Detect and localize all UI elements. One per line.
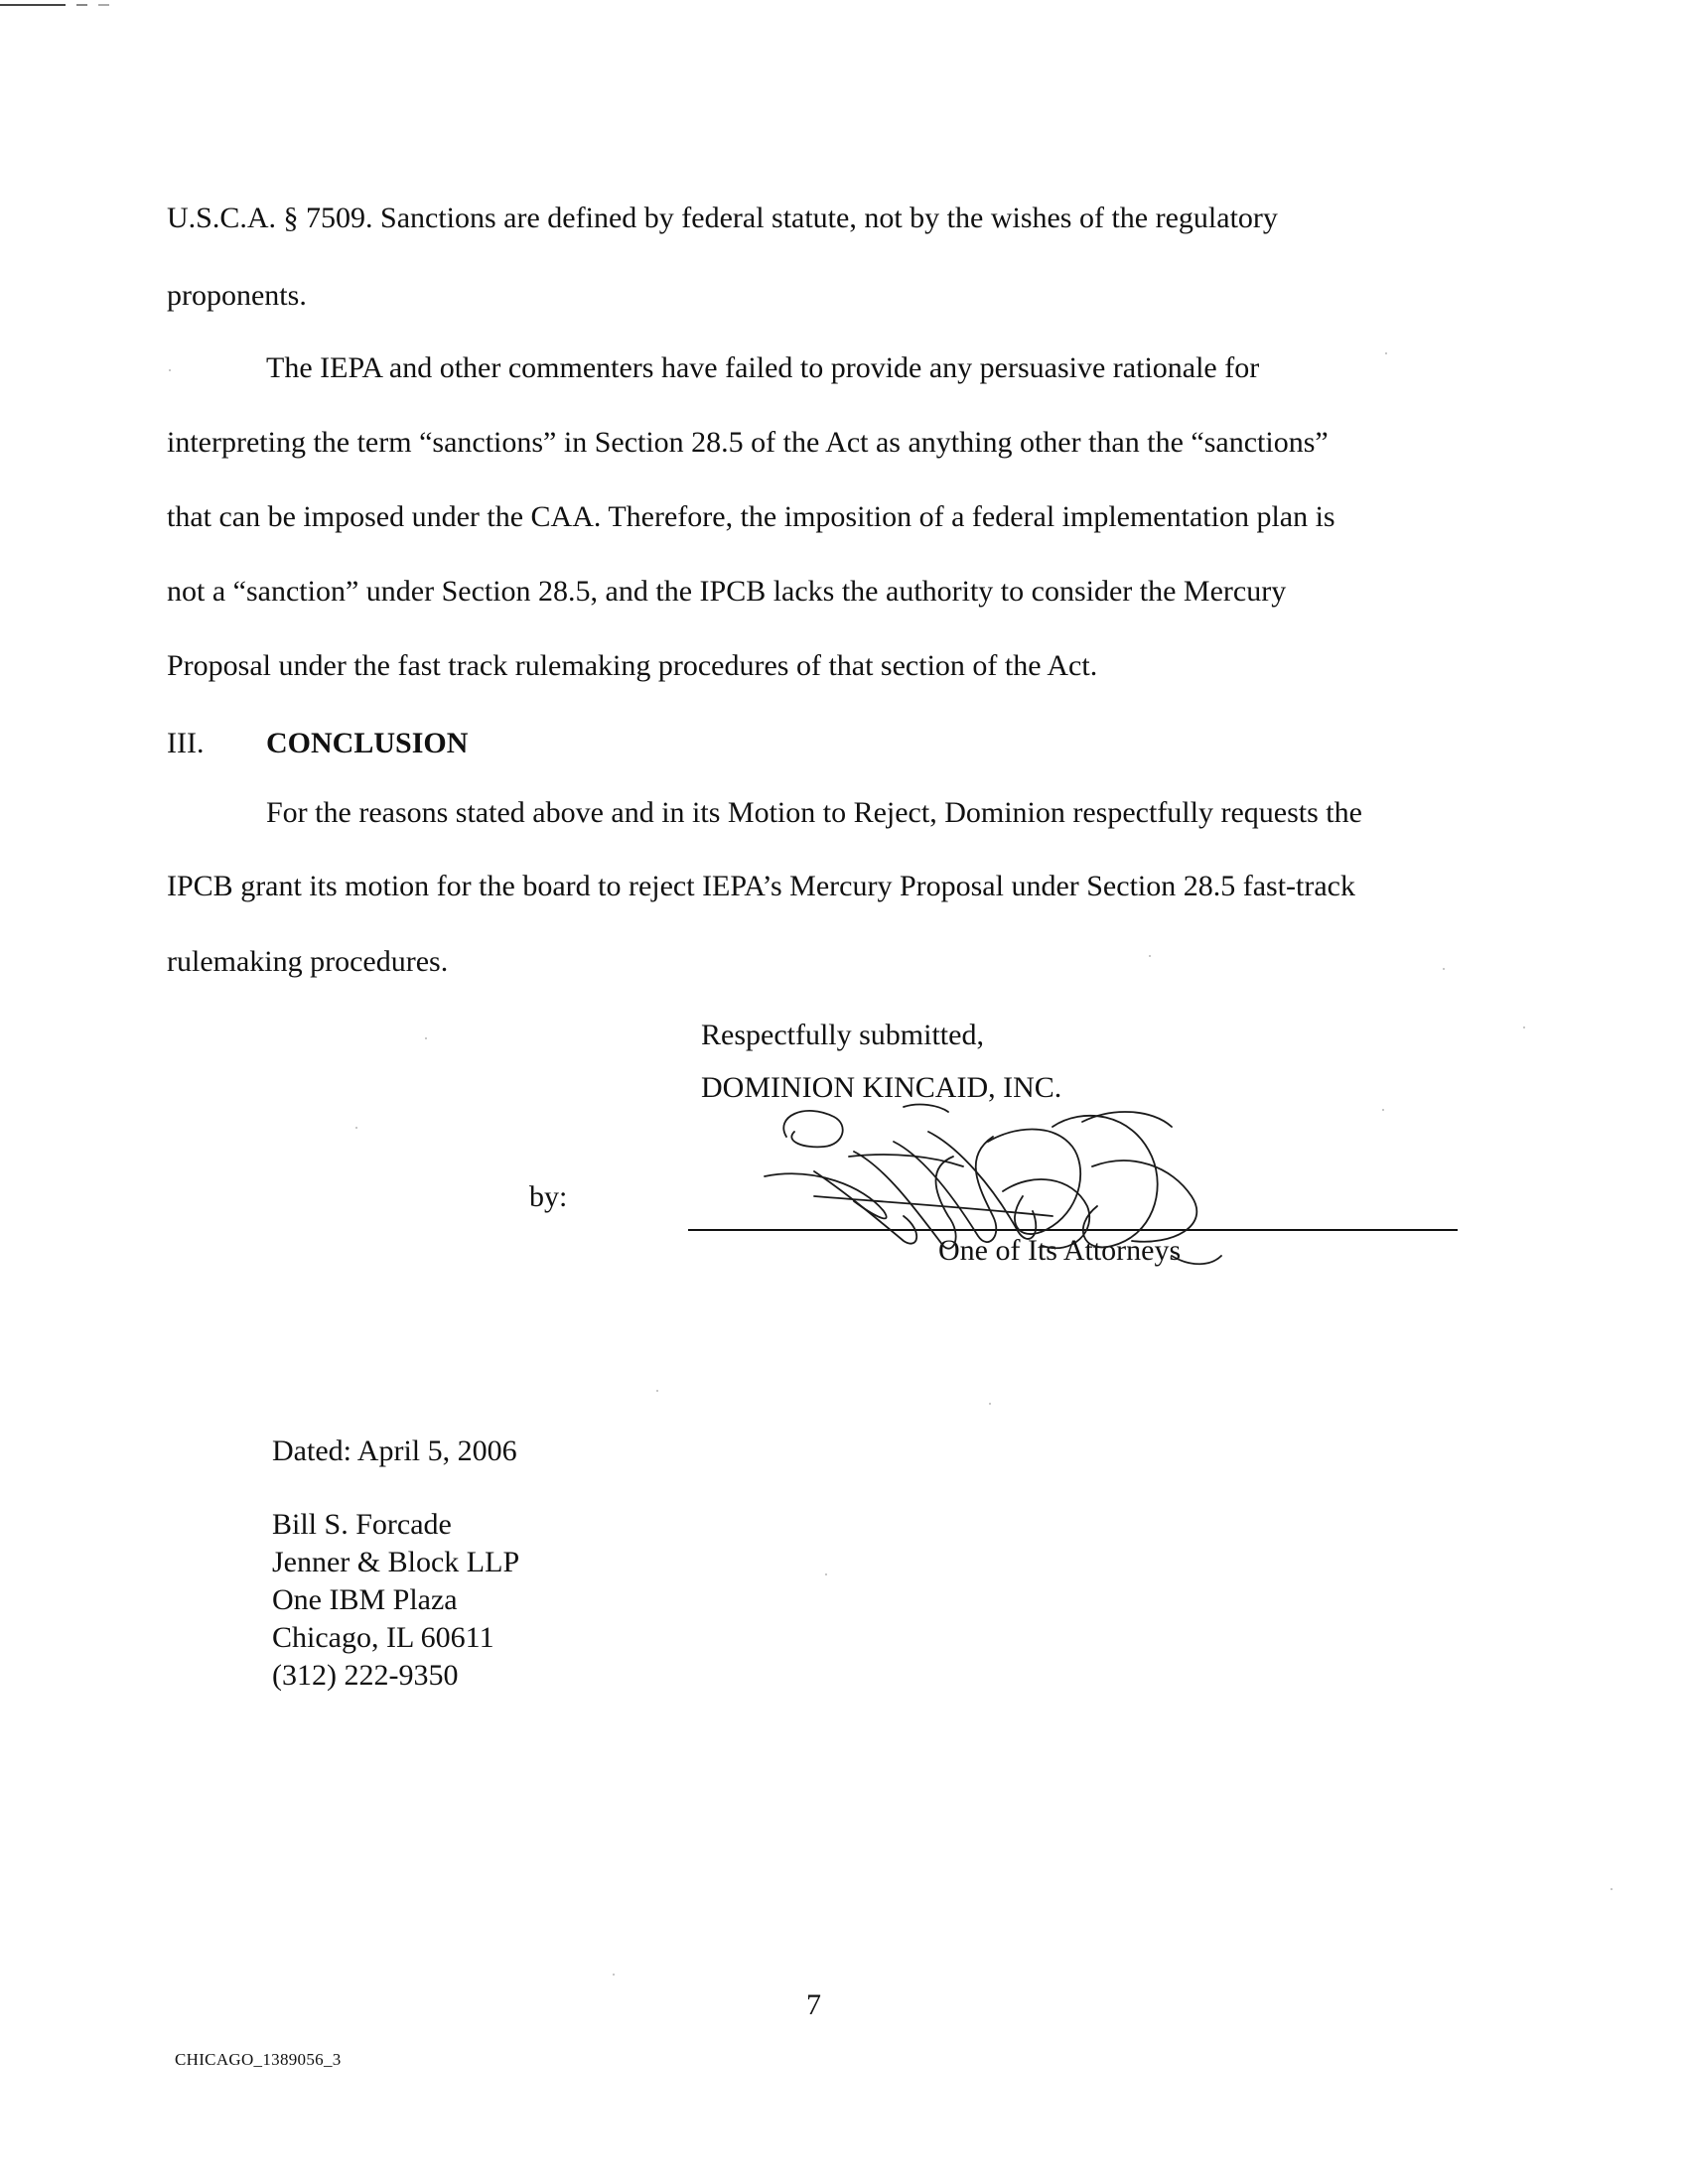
- attorney-street: One IBM Plaza: [272, 1583, 458, 1616]
- scan-speck: [1523, 1026, 1525, 1028]
- closing-text: Respectfully submitted,: [701, 1019, 984, 1051]
- paragraph-2-line-4: not a “sanction” under Section 28.5, and the IPCB lacks the authority to consider the Mercury: [167, 575, 1287, 608]
- paragraph-3-line-3: rulemaking procedures.: [167, 945, 449, 978]
- scan-speck: [1149, 955, 1151, 957]
- scan-speck: [425, 1037, 427, 1039]
- scan-speck: [656, 1390, 658, 1392]
- scan-speck: [1382, 1109, 1384, 1111]
- signature-caption: One of Its Attorneys: [938, 1234, 1182, 1267]
- by-label: by:: [529, 1180, 568, 1213]
- scan-speck: [1443, 968, 1445, 970]
- attorney-city: Chicago, IL 60611: [272, 1621, 494, 1654]
- section-number: III.: [167, 727, 205, 759]
- section-heading: CONCLUSION: [266, 727, 469, 759]
- scan-speck: [989, 1403, 991, 1405]
- paragraph-1-line-1: U.S.C.A. § 7509. Sanctions are defined by federal statute, not by the wishes of the regulatory: [167, 202, 1278, 234]
- scan-speck: [1385, 352, 1387, 354]
- paragraph-2-line-5: Proposal under the fast track rulemaking procedures of that section of the Act.: [167, 649, 1098, 682]
- dated-line: Dated: April 5, 2006: [272, 1434, 517, 1467]
- paragraph-2-line-2: interpreting the term “sanctions” in Section 28.5 of the Act as anything other than the “sanctions”: [167, 426, 1329, 459]
- attorney-phone: (312) 222-9350: [272, 1659, 459, 1692]
- attorney-firm: Jenner & Block LLP: [272, 1546, 520, 1578]
- scan-speck: [613, 1974, 615, 1976]
- paragraph-3-line-1: For the reasons stated above and in its Motion to Reject, Dominion respectfully requests the: [266, 796, 1362, 829]
- scan-speck: [355, 1127, 357, 1129]
- document-id: CHICAGO_1389056_3: [175, 2050, 342, 2069]
- company-name: DOMINION KINCAID, INC.: [701, 1071, 1062, 1104]
- paragraph-2-line-3: that can be imposed under the CAA. Therefore, the imposition of a federal implementation plan is: [167, 500, 1335, 533]
- scan-speck: [169, 369, 171, 371]
- page-number: 7: [806, 1988, 821, 2021]
- attorney-name: Bill S. Forcade: [272, 1508, 452, 1541]
- handwritten-signature: [755, 1097, 1291, 1281]
- paragraph-1-line-2: proponents.: [167, 279, 307, 312]
- paragraph-3-line-2: IPCB grant its motion for the board to reject IEPA’s Mercury Proposal under Section 28.5 fast-track: [167, 870, 1355, 902]
- scan-speck: [825, 1573, 827, 1575]
- paragraph-2-line-1: The IEPA and other commenters have failed to provide any persuasive rationale for: [266, 351, 1260, 384]
- scan-speck: [1611, 1888, 1613, 1890]
- scan-artifact-mark: [0, 4, 109, 6]
